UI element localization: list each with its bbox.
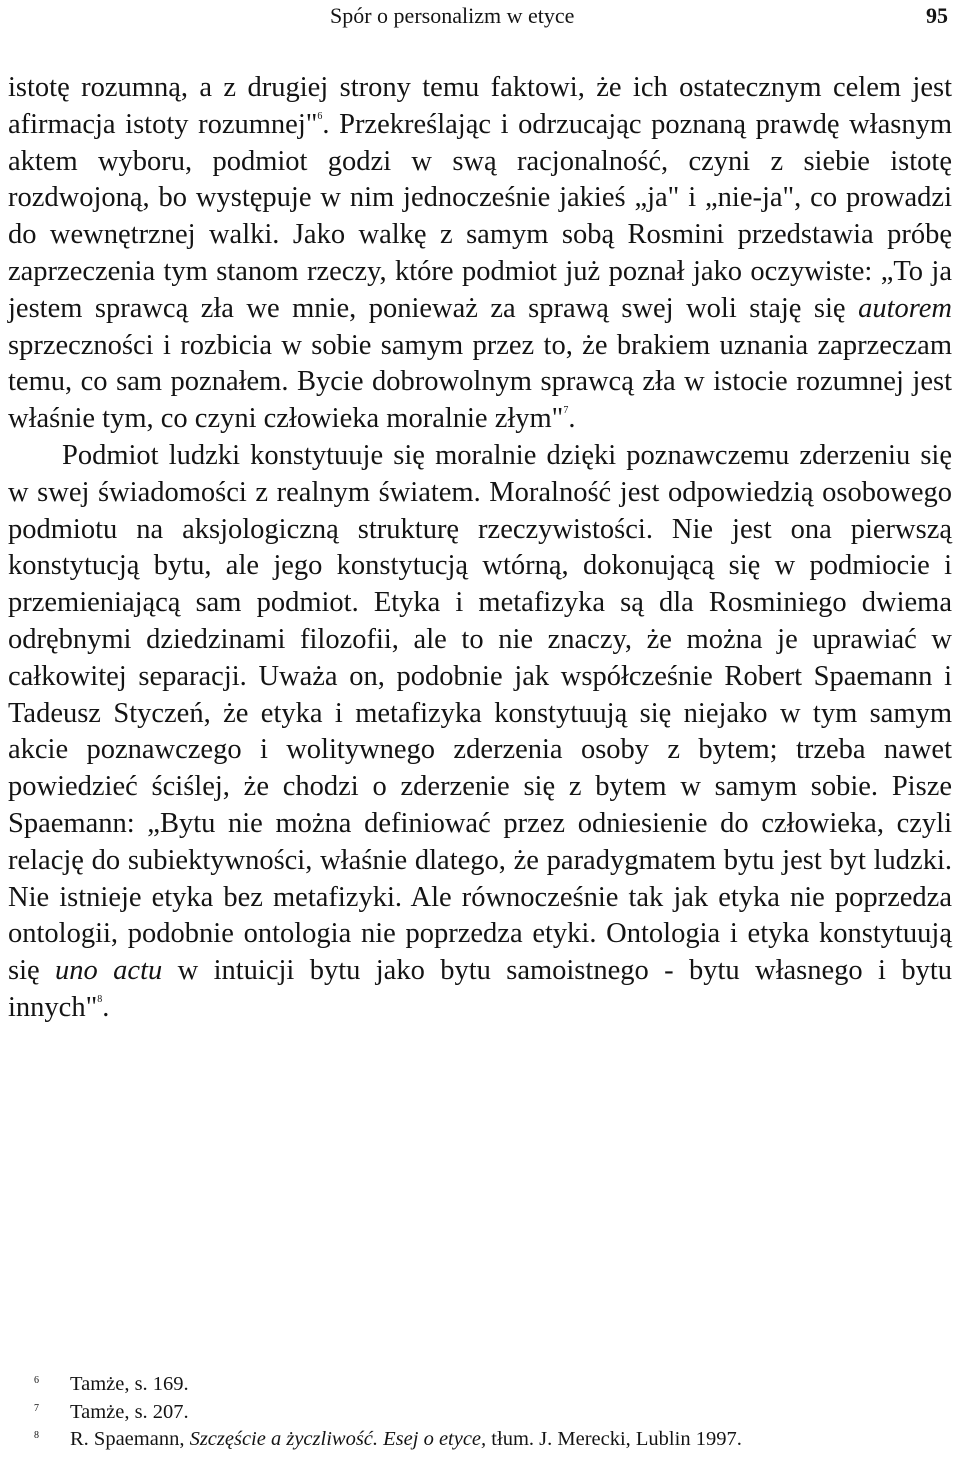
footnote-ref-6: 6 — [317, 110, 323, 122]
paragraph-1-text-d: . — [568, 403, 576, 435]
paragraph-2-text-c: . — [102, 991, 110, 1023]
footnote-title: Szczęście a życzliwość. Esej o etyce, — [189, 1428, 487, 1450]
footnote-ref-7: 7 — [563, 405, 569, 417]
body-text — [8, 70, 952, 1027]
footnote-ref-8: 8 — [97, 993, 103, 1005]
footnote-7 — [8, 1399, 952, 1427]
footnote-text: tłum. J. Merecki, Lublin 1997. — [486, 1428, 742, 1450]
footnote-number: 8 — [34, 1430, 39, 1441]
running-title: Spór o personalizm w etyce — [330, 3, 575, 28]
paragraph-2-emphasis: uno actu — [55, 955, 163, 987]
footnote-text: R. Spaemann, — [70, 1428, 190, 1450]
paragraph-2-text-a: Podmiot ludzki konstytuuje się moralnie dzięki poznawczemu zderzeniu się w swej świadomości z realnym światem. Moralność jest odpowiedzią osobowego podmiotu na aksjologiczną strukturę rzeczywistości. Nie jest ona pierwszą konstytucją bytu, ale jego konstytucją wtórną, dokonującą się w podmiocie i przemieniającą sam podmiot. Etyka i metafizyka są dla Rosminiego dwiema odrębnymi dziedzinami filozofii, ale to nie znaczy, że można je uprawiać w całkowitej separacji. Uważa on, podobnie jak współcześnie Robert Spaemann i Tadeusz Styczeń, że etyka i metafizyka konstytuują się niejako w tym samym akcie poznawczego i wolitywnego zderzenia osoby z bytem; trzeba nawet powiedzieć ściślej, że chodzi o zderzenie się z bytem w samym sobie. Pisze Spaemann: „Bytu nie można definiować przez odniesienie do człowieka, czyli relację do subiektywności, właśnie dlatego, że paradygmatem bytu jest byt ludzki. Nie istnieje etyka bez metafizyki. Ale równocześnie tak jak etyka nie poprzedza ontologii, podobnie ontologia nie poprzedza etyki. Ontologia i etyka konstytuują się — [8, 439, 952, 987]
paragraph-1-text-b: . Przekreślając i odrzucając poznaną prawdę własnym aktem wyboru, podmiot godzi w swą racjonalność, czyni z siebie istotę rozdwojoną, bo występuje w nim jednocześnie jakieś „ja" i „nie-ja", co prowadzi do wewnętrznej walki. Jako walkę z samym sobą Rosmini przedstawia próbę zaprzeczenia tym stanom rzeczy, które podmiot już poznał jako oczywiste: „To ja jestem sprawcą zła we mnie, ponieważ za sprawą swej woli staję się — [8, 108, 952, 324]
footnote-number: 6 — [34, 1375, 39, 1386]
footnotes — [8, 1371, 952, 1454]
footnote-8 — [8, 1426, 952, 1454]
paragraph-1-text-a: istotę rozumną, a z drugiej strony temu faktowi, że ich ostatecznym celem jest afirmacja istoty rozumnej" — [8, 72, 952, 140]
paragraph-2 — [8, 438, 952, 1027]
running-head — [8, 2, 952, 30]
paragraph-1-emphasis: autorem — [858, 292, 952, 324]
footnote-number: 7 — [34, 1402, 39, 1414]
paragraph-1 — [8, 70, 952, 438]
footnote-text: Tamże, s. 169. — [70, 1373, 189, 1395]
footnote-text: Tamże, s. 207. — [70, 1400, 189, 1423]
footnote-6 — [8, 1371, 952, 1399]
paragraph-2-text-b: w intuicji bytu jako bytu samoistnego - bytu własnego i bytu innych" — [8, 955, 952, 1023]
page-number: 95 — [926, 3, 948, 28]
paragraph-1-text-c: sprzeczności i rozbicia w sobie samym przez to, że brakiem uznania zaprzeczam temu, co sam poznałem. Bycie dobrowolnym sprawcą zła w istocie rozumnej jest właśnie tym, co czyni człowieka moralnie złym" — [8, 329, 952, 435]
